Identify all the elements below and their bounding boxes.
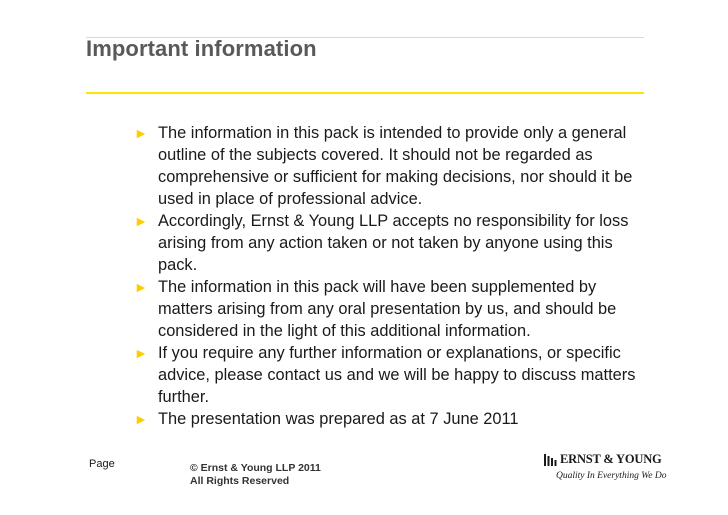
list-item: [134, 342, 648, 408]
company-logo: [542, 452, 667, 486]
triangle-right-icon: ►: [134, 279, 148, 295]
list-item: [134, 122, 648, 210]
bullet-text: The presentation was prepared as at 7 June 2011: [158, 410, 519, 428]
triangle-right-icon: ►: [134, 345, 148, 361]
bullet-text: The information in this pack is intended to provide only a general outline of the subjects covered. It should not be regarded as comprehensive or sufficient for making decisions, nor should it be used in place of professional advice.: [158, 124, 633, 208]
bullet-text: If you require any further information or explanations, or specific advice, please contact us and we will be happy to discuss matters further.: [158, 344, 636, 406]
bullet-list: [134, 122, 648, 430]
triangle-right-icon: ►: [134, 213, 148, 229]
bullet-text: The information in this pack will have been supplemented by matters arising from any oral presentation by us, and should be considered in the light of this additional information.: [158, 278, 617, 340]
logo-tagline: Quality In Everything We Do: [556, 471, 667, 481]
copyright: [190, 462, 321, 488]
page-title: Important information: [86, 36, 317, 61]
page-label: Page: [89, 458, 115, 470]
list-item: [134, 210, 648, 276]
copyright-line-2: All Rights Reserved: [190, 475, 290, 487]
list-item: [134, 408, 648, 430]
title-underline: [86, 92, 644, 94]
ey-bars-icon: [544, 454, 558, 466]
triangle-right-icon: ►: [134, 411, 148, 427]
bullet-text: Accordingly, Ernst & Young LLP accepts no responsibility for loss arising from any action taken or not taken by anyone using this pack.: [158, 212, 629, 274]
logo-wordmark: ERNST & YOUNG: [560, 452, 662, 466]
copyright-line-1: © Ernst & Young LLP 2011: [190, 462, 321, 474]
triangle-right-icon: ►: [134, 125, 148, 141]
list-item: [134, 276, 648, 342]
